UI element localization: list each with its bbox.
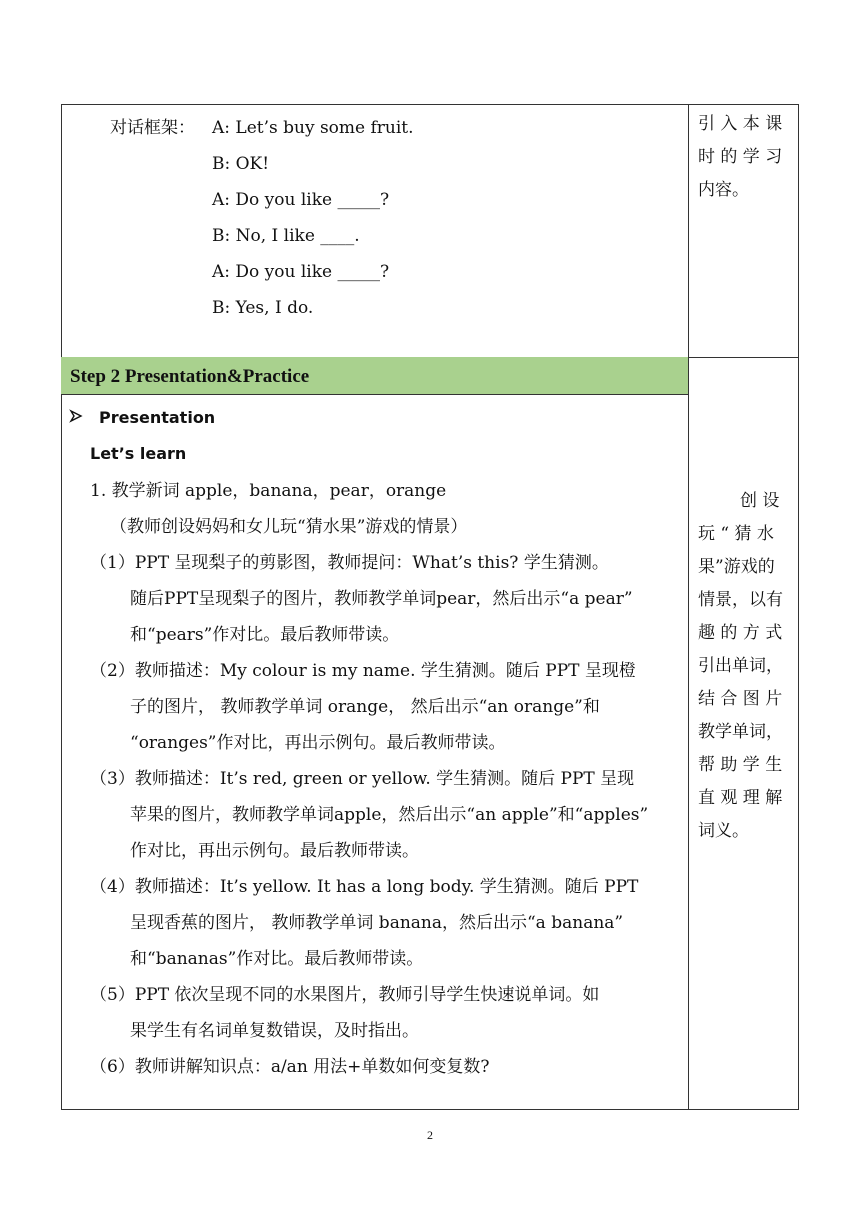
- step-paragraph-line: 苹果的图片，教师教学单词apple，然后出示“an apple”和“apples”: [130, 805, 649, 825]
- item-heading: 1. 教学新词 apple，banana，pear，orange: [90, 481, 447, 501]
- step-paragraph-line: 和“bananas”作对比。最后教师带读。: [130, 949, 424, 969]
- page-number: 2: [427, 1128, 433, 1142]
- dialog-line: A: Do you like _____?: [212, 190, 390, 210]
- step-paragraph-line: 子的图片， 教师教学单词 orange， 然后出示“an orange”和: [130, 697, 600, 717]
- dialog-line: A: Do you like _____?: [212, 262, 390, 282]
- intro-note-line: 时 的 学 习: [698, 147, 783, 167]
- item-note: （教师创设妈妈和女儿玩“猜水果”游戏的情景）: [110, 517, 468, 537]
- column-divider: [688, 104, 689, 1110]
- dialog-label: 对话框架：: [110, 118, 195, 138]
- step-paragraph-line: （6）教师讲解知识点：a/an 用法+单数如何变复数?: [90, 1057, 490, 1077]
- step-paragraph-line: （5）PPT 依次呈现不同的水果图片，教师引导学生快速说单词。如: [90, 985, 600, 1005]
- dialog-line: B: OK!: [212, 154, 270, 174]
- step-paragraph-line: 随后PPT呈现梨子的图片，教师教学单词pear，然后出示“a pear”: [130, 589, 633, 609]
- step-paragraph-line: （2）教师描述：My colour is my name. 学生猜测。随后 PPT 呈现橙: [90, 661, 636, 681]
- intro-note-line: 内容。: [698, 180, 749, 200]
- step-note-line: 词义。: [698, 821, 749, 841]
- intro-note-line: 引 入 本 课: [698, 114, 783, 134]
- arrow-bullet-icon: [69, 409, 83, 423]
- step-paragraph-line: 和“pears”作对比。最后教师带读。: [130, 625, 400, 645]
- dialog-line: B: Yes, I do.: [212, 298, 314, 318]
- dialog-line: B: No, I like ____.: [212, 226, 360, 246]
- step-paragraph-line: 呈现香蕉的图片， 教师教学单词 banana，然后出示“a banana”: [130, 913, 624, 933]
- step-paragraph-line: （3）教师描述：It’s red, green or yellow. 学生猜测。随后 PPT 呈现: [90, 769, 635, 789]
- step-note-line: 帮 助 学 生: [698, 755, 783, 775]
- section-heading: Presentation: [99, 408, 216, 427]
- step-note-line: 情景，以有: [698, 590, 783, 610]
- step-paragraph-line: （4）教师描述：It’s yellow. It has a long body. 学生猜测。随后 PPT: [90, 877, 639, 897]
- dialog-line: A: Let’s buy some fruit.: [212, 118, 414, 138]
- step-paragraph-line: （1）PPT 呈现梨子的剪影图，教师提问：What’s this? 学生猜测。: [90, 553, 609, 573]
- subsection-heading: Let’s learn: [90, 444, 187, 463]
- step-title: Step 2 Presentation&Practice: [70, 366, 310, 387]
- step-note-line: 玩 “ 猜 水: [698, 524, 774, 544]
- step-note-line: 结 合 图 片: [698, 689, 783, 709]
- step-paragraph-line: 作对比，再出示例句。最后教师带读。: [130, 841, 419, 861]
- step-note-line: 引出单词，: [698, 656, 783, 676]
- step-note-line: 趣 的 方 式: [698, 623, 783, 643]
- step-note-line: 教学单词，: [698, 722, 783, 742]
- step-paragraph-line: 果学生有名词单复数错误，及时指出。: [130, 1021, 419, 1041]
- step-note-line: 创 设: [740, 491, 780, 511]
- step-note-line: 果”游戏的: [698, 557, 775, 577]
- step-note-line: 直 观 理 解: [698, 788, 783, 808]
- step-paragraph-line: “oranges”作对比，再出示例句。最后教师带读。: [130, 733, 506, 753]
